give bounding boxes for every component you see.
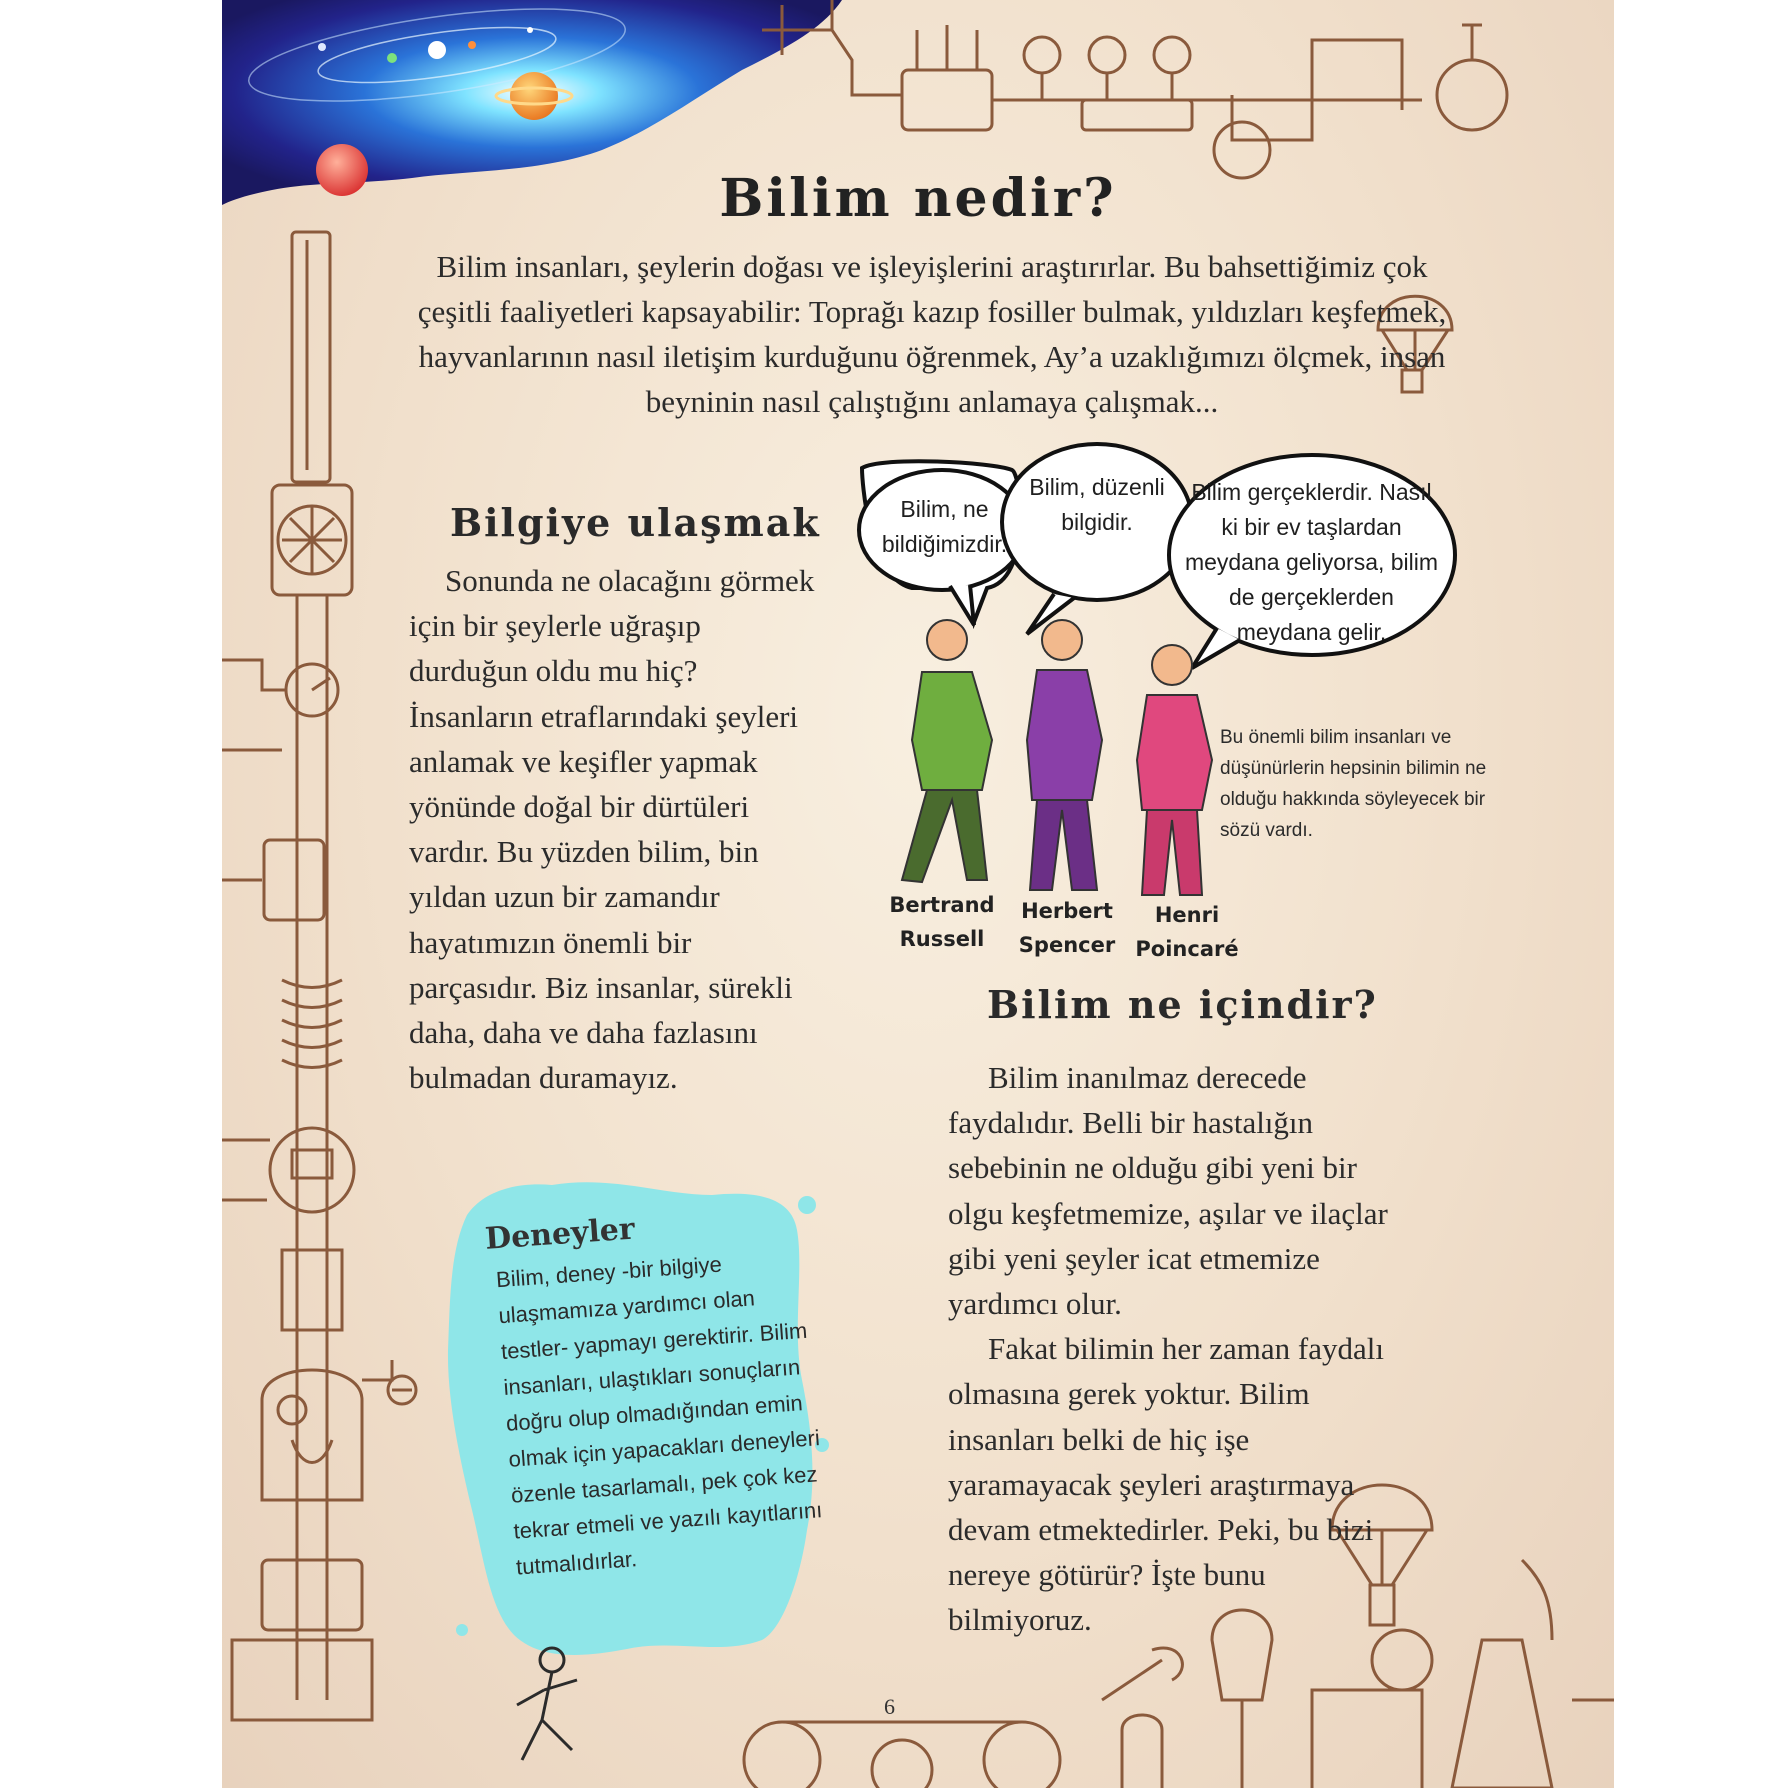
intro-text: Bilim insanları, şeylerin doğası ve işleyişlerini araştırırlar. Bu bahsettiğimiz çok çeşitli faaliyetleri kapsayabilir: Toprağı kazıp fosiller bulmak, yıldızları keşfetmek, hayvanlarının nasıl iletişim kurduğunu öğrenmek, Ay’a uzaklığımızı ölçmek, insan beyninin nasıl çalıştığını anlamaya çalışmak... xyxy=(417,249,1447,419)
figure-spencer xyxy=(1027,620,1102,890)
top-pipes-sketch xyxy=(762,0,1507,178)
section-text-bilgiye xyxy=(409,558,819,1100)
running-figure xyxy=(517,1648,577,1760)
figure-poincare xyxy=(1137,645,1212,895)
bilim-ne-icin-paragraph-1: Bilim inanılmaz derecede faydalıdır. Belli bir hastalığın sebebinin ne olduğu gibi yeni bir olgu keşfetmemize, aşılar ve ilaçlar gibi yeni şeyler icat etmemize yardımcı olur. xyxy=(948,1060,1388,1322)
quote-spencer: Bilim, düzenli bilgidir. xyxy=(1029,474,1165,535)
section-heading-bilim-ne-icin: Bilim ne içindir? xyxy=(987,982,1378,1027)
book-page xyxy=(222,0,1614,1788)
name-russell: Bertrand Russell xyxy=(889,893,995,951)
left-machine-sketch xyxy=(222,232,416,1720)
deneyler-text: Bilim, deney -bir bilgiye ulaşmamıza yardımcı olan testler- yapmayı gerektirir. Bilim insanları, ulaştıkları sonuçların doğru olup olmadığından emin olmak için yapacakları deneyleri özenle tasarlamalı, pek çok kez tekrar etmeli ve yazılı kayıtlarını tutmalıdırlar. xyxy=(495,1251,824,1580)
page-number: 6 xyxy=(884,1694,895,1719)
page-title: Bilim nedir? xyxy=(719,168,1117,229)
section-heading-bilgiye: Bilgiye ulaşmak xyxy=(450,500,821,545)
quote-russell: Bilim, ne bildiğimizdir. xyxy=(881,496,1008,557)
bilim-ne-icin-paragraph-2: Fakat bilimin her zaman faydalı olmasına gerek yoktur. Bilim insanları belki de hiç işe yaramayacak şeyleri araştırmaya devam etmektedirler. Peki, bu bizi nereye götürür? İşte bunu bilmiyoruz. xyxy=(948,1331,1384,1638)
scientists-caption: Bu önemli bilim insanları ve düşünürlerin hepsinin bilimin ne olduğu hakkında söyleyecek bir sözü vardı. xyxy=(1220,727,1487,841)
bilgiye-paragraph: Sonunda ne olacağını görmek için bir şeylerle uğraşıp durduğun oldu mu hiç? İnsanların etraflarındaki şeyleri anlamak ve keşifler yapmak yönünde doğal bir dürtüleri vardır. Bu yüzden bilim, bin yıldan uzun bir zamandır hayatımızın önemli bir parçasıdır. Biz insanlar, sürekli daha, daha ve daha fazlasını bulmadan duramayız. xyxy=(409,563,815,1096)
figure-russell xyxy=(902,620,992,882)
bubble-russell-tail xyxy=(950,585,974,625)
deneyler-box xyxy=(484,1200,829,1586)
section-text-bilim-ne-icin xyxy=(948,1055,1388,1643)
name-spencer: Herbert Spencer xyxy=(1018,899,1116,957)
name-poincare: Henri Poincaré xyxy=(1135,903,1239,961)
quote-poincare: Bilim gerçeklerdir. Nasıl ki bir ev taşlardan meydana geliyorsa, bilim de gerçeklerden meydana gelir. xyxy=(1184,479,1439,645)
deneyler-title: Deneyler xyxy=(484,1211,636,1257)
